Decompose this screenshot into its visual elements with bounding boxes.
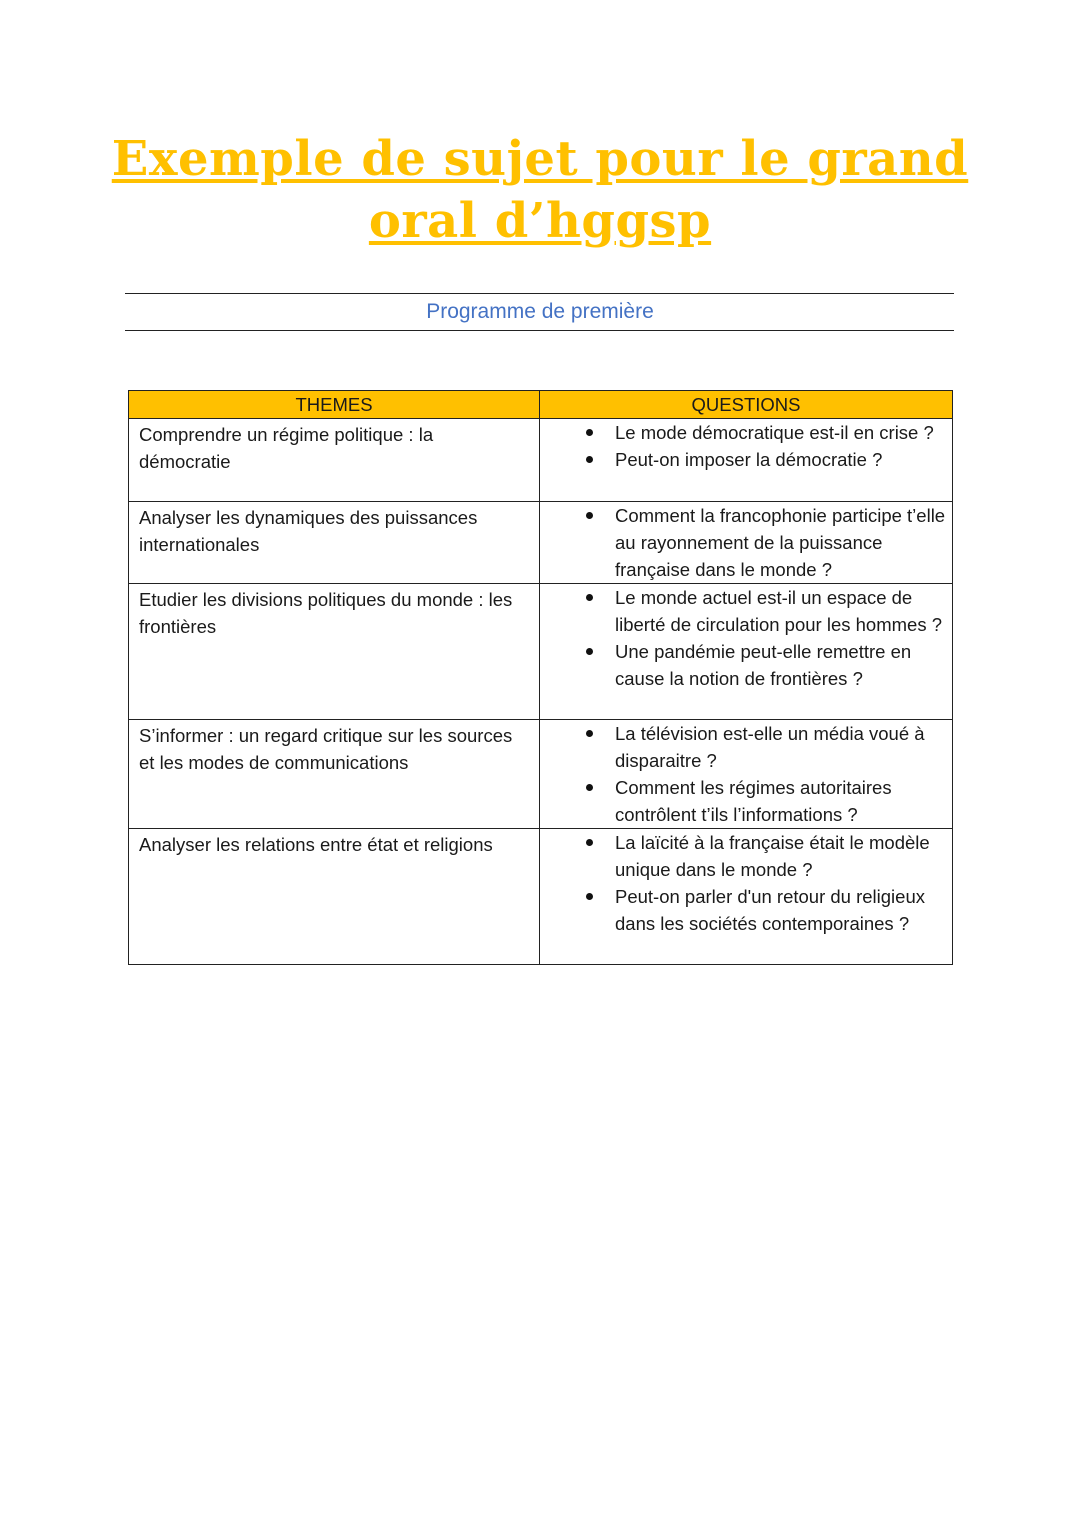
questions-cell xyxy=(540,584,953,720)
question-item: La télévision est-elle un média voué à disparaitre ? xyxy=(540,720,952,774)
question-item: Le monde actuel est-il un espace de liberté de circulation pour les hommes ? xyxy=(540,584,952,638)
question-item: Comment les régimes autoritaires contrôlent t’ils l’informations ? xyxy=(540,774,952,828)
questions-cell xyxy=(540,419,953,502)
subtitle: Programme de première xyxy=(426,300,654,323)
table-row xyxy=(129,502,953,584)
questions-cell xyxy=(540,829,953,965)
theme-cell: Comprendre un régime politique : la démocratie xyxy=(129,419,540,502)
page-title xyxy=(0,128,1080,252)
theme-cell: Analyser les relations entre état et religions xyxy=(129,829,540,965)
questions-cell xyxy=(540,502,953,584)
question-item: Une pandémie peut-elle remettre en cause la notion de frontières ? xyxy=(540,638,952,692)
question-item: Peut-on imposer la démocratie ? xyxy=(540,446,952,473)
theme-cell: Etudier les divisions politiques du monde : les frontières xyxy=(129,584,540,720)
divider-top xyxy=(125,293,954,294)
table-row xyxy=(129,829,953,965)
table-row xyxy=(129,584,953,720)
question-item: Peut-on parler d'un retour du religieux dans les sociétés contemporaines ? xyxy=(540,883,952,937)
header-questions: QUESTIONS xyxy=(540,391,953,419)
question-item: Comment la francophonie participe t’elle au rayonnement de la puissance française dans le monde ? xyxy=(540,502,952,583)
table-row xyxy=(129,720,953,829)
questions-cell xyxy=(540,720,953,829)
question-item: Le mode démocratique est-il en crise ? xyxy=(540,419,952,446)
question-item: La laïcité à la française était le modèle unique dans le monde ? xyxy=(540,829,952,883)
table-header-row xyxy=(129,391,953,419)
title-line-1: Exemple de sujet pour le grand xyxy=(111,131,969,187)
header-themes: THEMES xyxy=(129,391,540,419)
theme-cell: Analyser les dynamiques des puissances internationales xyxy=(129,502,540,584)
table-row xyxy=(129,419,953,502)
theme-cell: S’informer : un regard critique sur les sources et les modes de communications xyxy=(129,720,540,829)
themes-questions-table xyxy=(128,390,953,965)
title-line-2: oral d’hggsp xyxy=(368,193,712,249)
divider-bottom xyxy=(125,330,954,331)
